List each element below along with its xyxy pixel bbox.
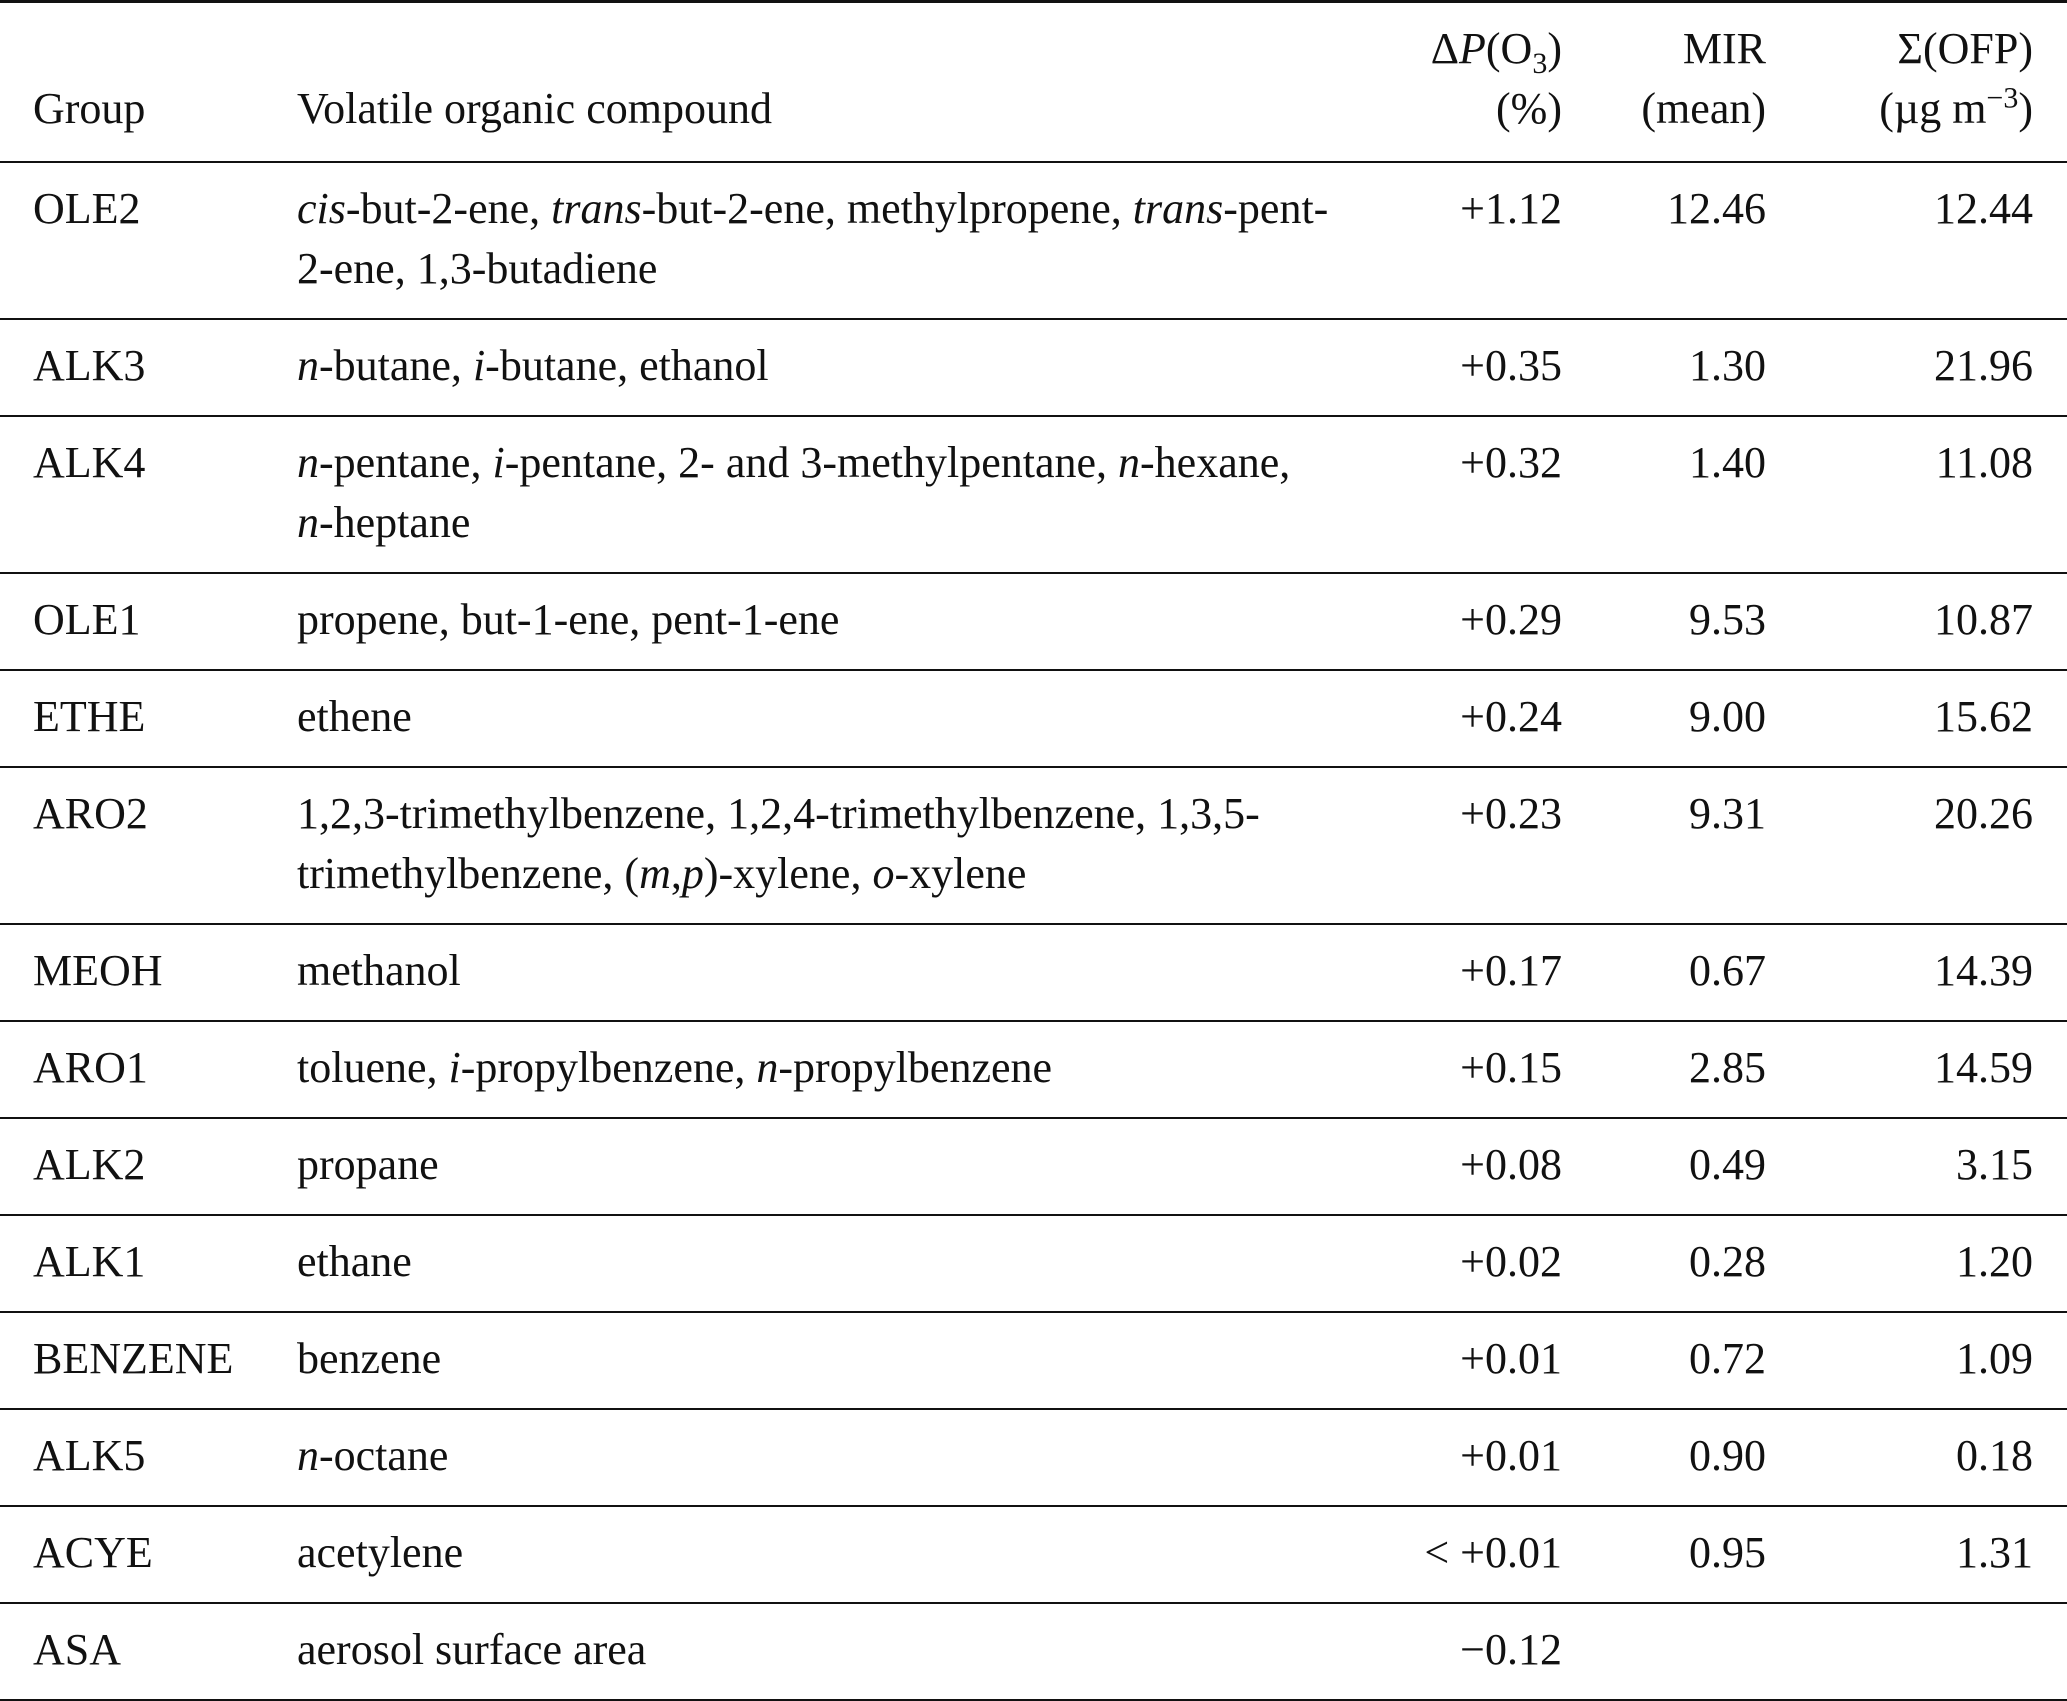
cell-group: ARO2	[33, 789, 148, 838]
cell-voc: ethane	[297, 1237, 412, 1286]
cell-ofp: 10.87	[1934, 595, 2033, 644]
cell-voc: benzene	[297, 1334, 442, 1383]
cell-ofp: 14.59	[1934, 1043, 2033, 1092]
cell-mir: 0.95	[1689, 1528, 1766, 1577]
table-row	[0, 1118, 2067, 1215]
table-row	[0, 924, 2067, 1021]
cell-ofp: 1.09	[1956, 1334, 2033, 1383]
cell-mir: 9.31	[1689, 789, 1766, 838]
cell-delta-p: +0.08	[1460, 1140, 1562, 1189]
cell-delta-p: +0.32	[1460, 438, 1562, 487]
header-delta-p-line1: $\Delta P(O_3)$	[1430, 24, 1562, 80]
cell-group: OLE1	[33, 595, 141, 644]
table-row	[0, 1021, 2067, 1118]
header-mir-line1: MIR	[1682, 24, 1766, 73]
table-row	[0, 162, 2067, 319]
cell-mir: 1.30	[1689, 341, 1766, 390]
cell-mir: 12.46	[1667, 184, 1766, 233]
table-row	[0, 767, 2067, 924]
cell-group: BENZENE	[33, 1334, 234, 1383]
cell-ofp: 12.44	[1934, 184, 2033, 233]
cell-mir: 9.53	[1689, 595, 1766, 644]
cell-group: ETHE	[33, 692, 146, 741]
table-row	[0, 1215, 2067, 1312]
table-row	[0, 1506, 2067, 1603]
cell-delta-p: +0.01	[1460, 1334, 1562, 1383]
cell-delta-p: +0.29	[1460, 595, 1562, 644]
header-delta-p	[1340, 2, 1563, 163]
cell-group: ARO1	[33, 1043, 148, 1092]
table-row	[0, 670, 2067, 767]
cell-ofp: 0.18	[1956, 1431, 2033, 1480]
header-voc: Volatile organic compound	[297, 84, 772, 133]
cell-ofp: 1.20	[1956, 1237, 2033, 1286]
cell-group: ACYE	[33, 1528, 153, 1577]
cell-mir: 0.90	[1689, 1431, 1766, 1480]
table-row	[0, 1603, 2067, 1700]
header-row	[0, 2, 2067, 163]
header-mir	[1563, 2, 1775, 163]
cell-delta-p: +0.35	[1460, 341, 1562, 390]
cell-delta-p: +1.12	[1460, 184, 1562, 233]
cell-delta-p: +0.23	[1460, 789, 1562, 838]
cell-mir	[1563, 1603, 1775, 1700]
cell-delta-p: +0.15	[1460, 1043, 1562, 1092]
cell-mir: 0.72	[1689, 1334, 1766, 1383]
cell-voc: n-octane	[297, 1431, 449, 1480]
cell-mir: 0.49	[1689, 1140, 1766, 1189]
header-ofp-line2: (µg $m^{-3}$)	[1879, 81, 2033, 133]
cell-group: ALK3	[33, 341, 146, 390]
header-group: Group	[33, 84, 146, 133]
cell-group: ALK2	[33, 1140, 146, 1189]
cell-ofp: 20.26	[1934, 789, 2033, 838]
cell-ofp: 3.15	[1956, 1140, 2033, 1189]
header-delta-p-line2: (%)	[1496, 84, 1562, 133]
table-row	[0, 1409, 2067, 1506]
cell-delta-p: < +0.01	[1424, 1528, 1562, 1577]
cell-voc: acetylene	[297, 1528, 464, 1577]
cell-group: ALK5	[33, 1431, 146, 1480]
header-ofp	[1775, 2, 2067, 163]
cell-voc: propane	[297, 1140, 439, 1189]
cell-group: ALK1	[33, 1237, 146, 1286]
table-body	[0, 162, 2067, 1700]
cell-group: OLE2	[33, 184, 141, 233]
cell-mir: 1.40	[1689, 438, 1766, 487]
cell-ofp: 14.39	[1934, 946, 2033, 995]
cell-mir: 0.67	[1689, 946, 1766, 995]
cell-delta-p: −0.12	[1460, 1625, 1562, 1674]
cell-voc: methanol	[297, 946, 461, 995]
cell-voc: toluene, i-propylbenzene, n-propylbenzene	[297, 1043, 1053, 1092]
cell-delta-p: +0.02	[1460, 1237, 1562, 1286]
cell-voc: propene, but-1-ene, pent-1-ene	[297, 595, 840, 644]
cell-group: ASA	[33, 1625, 122, 1674]
cell-group: ALK4	[33, 438, 146, 487]
cell-voc: cis-but-2-ene, trans-but-2-ene, methylpropene, trans-pent-2-ene, 1,3-butadiene	[297, 184, 1329, 293]
cell-voc: n-butane, i-butane, ethanol	[297, 341, 769, 390]
cell-voc: 1,2,3-trimethylbenzene, 1,2,4-trimethylbenzene, 1,3,5-trimethylbenzene, (m,p)-xylene, o-xylene	[297, 789, 1260, 898]
cell-delta-p: +0.24	[1460, 692, 1562, 741]
cell-group: MEOH	[33, 946, 163, 995]
cell-ofp	[1775, 1603, 2067, 1700]
cell-delta-p: +0.01	[1460, 1431, 1562, 1480]
table-row	[0, 319, 2067, 416]
cell-ofp: 21.96	[1934, 341, 2033, 390]
cell-ofp: 11.08	[1935, 438, 2033, 487]
cell-voc: ethene	[297, 692, 412, 741]
cell-ofp: 15.62	[1934, 692, 2033, 741]
cell-mir: 0.28	[1689, 1237, 1766, 1286]
cell-delta-p: +0.17	[1460, 946, 1562, 995]
header-mir-line2: (mean)	[1641, 84, 1766, 133]
cell-mir: 9.00	[1689, 692, 1766, 741]
table-row	[0, 573, 2067, 670]
cell-ofp: 1.31	[1956, 1528, 2033, 1577]
header-ofp-line1: Σ(OFP)	[1897, 24, 2033, 73]
cell-mir: 2.85	[1689, 1043, 1766, 1092]
table-row	[0, 416, 2067, 573]
cell-voc: aerosol surface area	[297, 1625, 647, 1674]
cell-voc: n-pentane, i-pentane, 2- and 3-methylpentane, n-hexane, n-heptane	[297, 438, 1291, 547]
table-row	[0, 1312, 2067, 1409]
